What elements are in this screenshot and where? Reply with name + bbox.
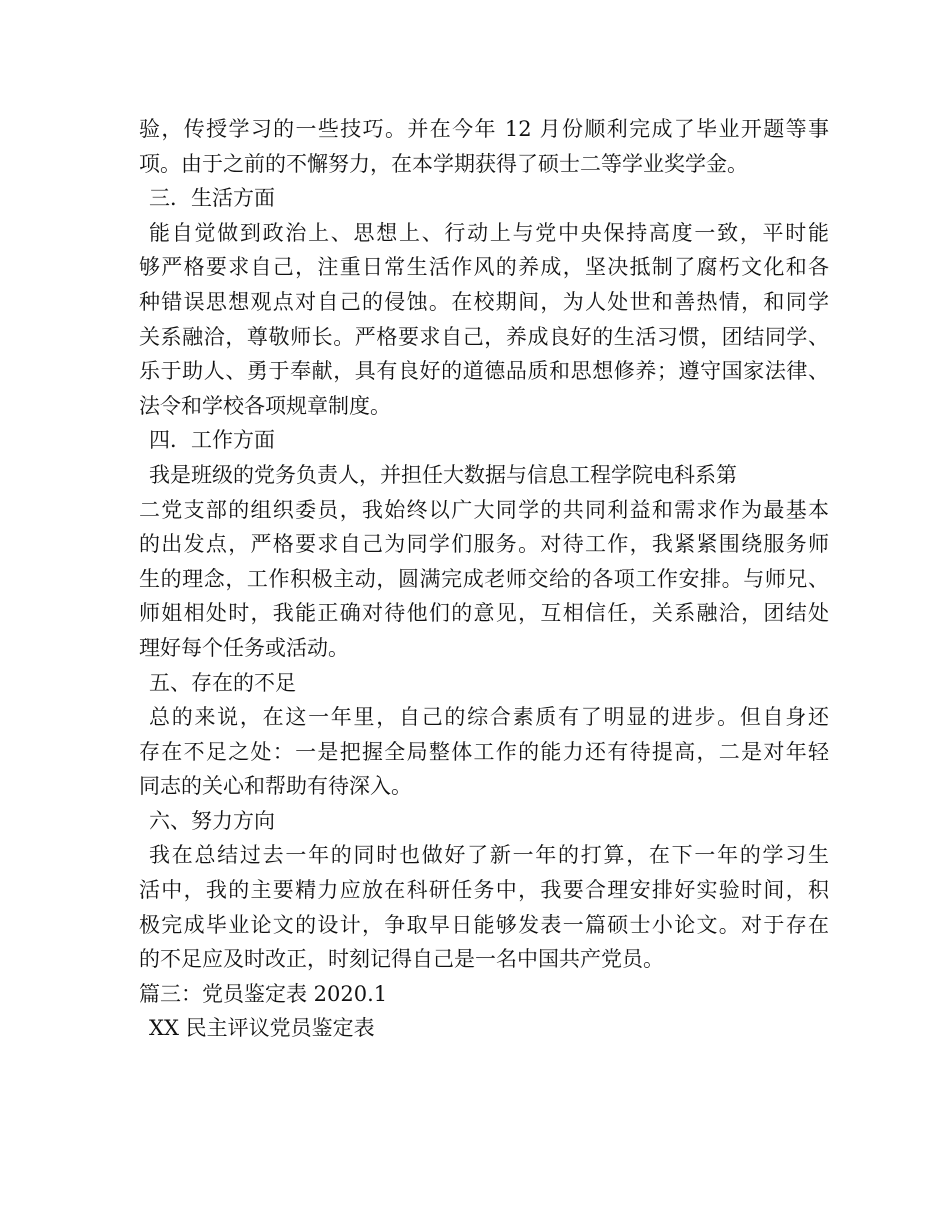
- text-line: 活中，我的主要精力应放在科研任务中，我要合理安排好实验时间，积: [139, 878, 829, 903]
- text-line: 同志的关心和帮助有待深入。: [139, 774, 412, 799]
- text-line: 师姐相处时，我能正确对待他们的意见，互相信任，关系融洽，团结处: [139, 601, 829, 626]
- text-line: 极完成毕业论文的设计，争取早日能够发表一篇硕士小论文。对于存在: [139, 912, 829, 937]
- text-line: 理好每个任务或活动。: [139, 635, 349, 660]
- section-heading: 六、努力方向: [149, 808, 275, 833]
- text-line: 能自觉做到政治上、思想上、行动上与党中央保持高度一致，平时能: [149, 220, 829, 245]
- text-line: 的出发点，严格要求自己为同学们服务。对待工作，我紧紧围绕服务师: [139, 532, 829, 557]
- table-title: XX 民主评议党员鉴定表: [149, 1016, 375, 1041]
- document-body: [139, 112, 829, 1046]
- text-line: 生的理念，工作积极主动，圆满完成老师交给的各项工作安排。与师兄、: [139, 566, 829, 591]
- text-line: 我是班级的党务负责人，并担任大数据与信息工程学院电科系第: [149, 462, 737, 487]
- text-line: 种错误思想观点对自己的侵蚀。在校期间，为人处世和善热情，和同学: [139, 289, 829, 314]
- text-line: 验，传授学习的一些技巧。并在今年 12 月份顺利完成了毕业开题等事: [139, 117, 829, 141]
- text-line: 存在不足之处：一是把握全局整体工作的能力还有待提高，二是对年轻: [139, 739, 829, 764]
- section-heading: 四．工作方面: [149, 428, 275, 453]
- chapter-heading: 篇三：党员鉴定表 2020.1: [139, 981, 388, 1006]
- text-line: 法令和学校各项规章制度。: [139, 393, 391, 418]
- text-line: 总的来说，在这一年里，自己的综合素质有了明显的进步。但自身还: [149, 705, 829, 730]
- text-line: 的不足应及时改正，时刻记得自己是一名中国共产党员。: [139, 947, 664, 972]
- text-line: 二党支部的组织委员，我始终以广大同学的共同利益和需求作为最基本: [139, 497, 829, 522]
- section-heading: 三．生活方面: [149, 186, 275, 211]
- section-heading: 五、存在的不足: [149, 670, 296, 695]
- text-line: 关系融洽，尊敬师长。严格要求自己，养成良好的生活习惯，团结同学、: [139, 324, 829, 349]
- text-line: 乐于助人、勇于奉献，具有良好的道德品质和思想修养；遵守国家法律、: [139, 359, 829, 384]
- text-line: 我在总结过去一年的同时也做好了新一年的打算，在下一年的学习生: [149, 843, 829, 868]
- text-line: 项。由于之前的不懈努力，在本学期获得了硕士二等学业奖学金。: [139, 151, 748, 176]
- text-line: 够严格要求自己，注重日常生活作风的养成，坚决抵制了腐朽文化和各: [139, 255, 829, 280]
